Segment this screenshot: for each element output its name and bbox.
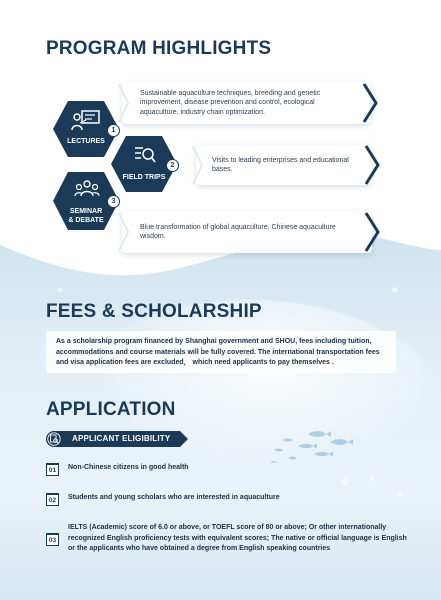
fees-scholarship-title: FEES & SCHOLARSHIP (46, 301, 262, 322)
chevron-right-icon (362, 211, 384, 253)
applicant-eligibility-label: APPLICANT ELIGIBILITY (72, 434, 171, 443)
highlight-description: Sustainable aquaculture techniques, breeding and genetic improvement, disease prevention and control, ecological aquaculture, industry chain optimization. (140, 89, 321, 116)
requirement-text: Non-Chinese citizens in good health (68, 464, 189, 471)
seminar-group-icon (74, 179, 100, 199)
requirement-number: 03 (46, 533, 59, 546)
hexagon-label-field-trips: FIELD TRIPS (122, 174, 166, 181)
hexagon-label-seminar-line1: SEMINAR (69, 208, 103, 215)
requirement-number: 02 (46, 493, 59, 506)
chevron-right-icon (362, 144, 384, 186)
fees-description: As a scholarship program financed by Shanghai government and SHOU, fees including tuition, accommodations and course materials will be fully covered. The international transportation fees and visa application fees are excluded， which need applicants to pay themselves . (46, 331, 396, 373)
chevron-right-icon (360, 82, 382, 124)
requirement-number: 01 (46, 463, 59, 476)
chevron-right-icon (190, 144, 204, 186)
number-badge: 2 (166, 159, 179, 172)
highlight-card-field-trips (196, 145, 372, 185)
document-search-icon (49, 434, 59, 444)
highlight-description: Blue transformation of global aquaculture, Chinese aquaculture wisdom. (140, 223, 336, 240)
requirement-text: IELTS (Academic) score of 6.0 or above, or TOEFL score of 80 or above; Or other internationally recognized English proficiency tests with equivalent scores; The native or official language is English or the applicants who have obtained a degree from English speaking countries (68, 524, 407, 552)
application-title: APPLICATION (46, 399, 176, 420)
highlight-card-lectures (122, 82, 370, 124)
program-highlights-title: PROGRAM HIGHLIGHTS (46, 38, 272, 59)
lecture-presentation-icon (71, 110, 101, 132)
hexagon-label-seminar-line2: & DEBATE (68, 217, 104, 224)
highlight-card-seminar (122, 211, 372, 253)
number-badge: 3 (107, 195, 120, 208)
number-badge: 1 (107, 124, 120, 137)
requirement-text: Students and young scholars who are interested in aquaculture (68, 494, 280, 501)
field-trip-search-icon (133, 145, 157, 165)
highlight-description: Visits to leading enterprises and educational bases. (212, 156, 349, 173)
hexagon-label-lectures: LECTURES (67, 138, 105, 145)
